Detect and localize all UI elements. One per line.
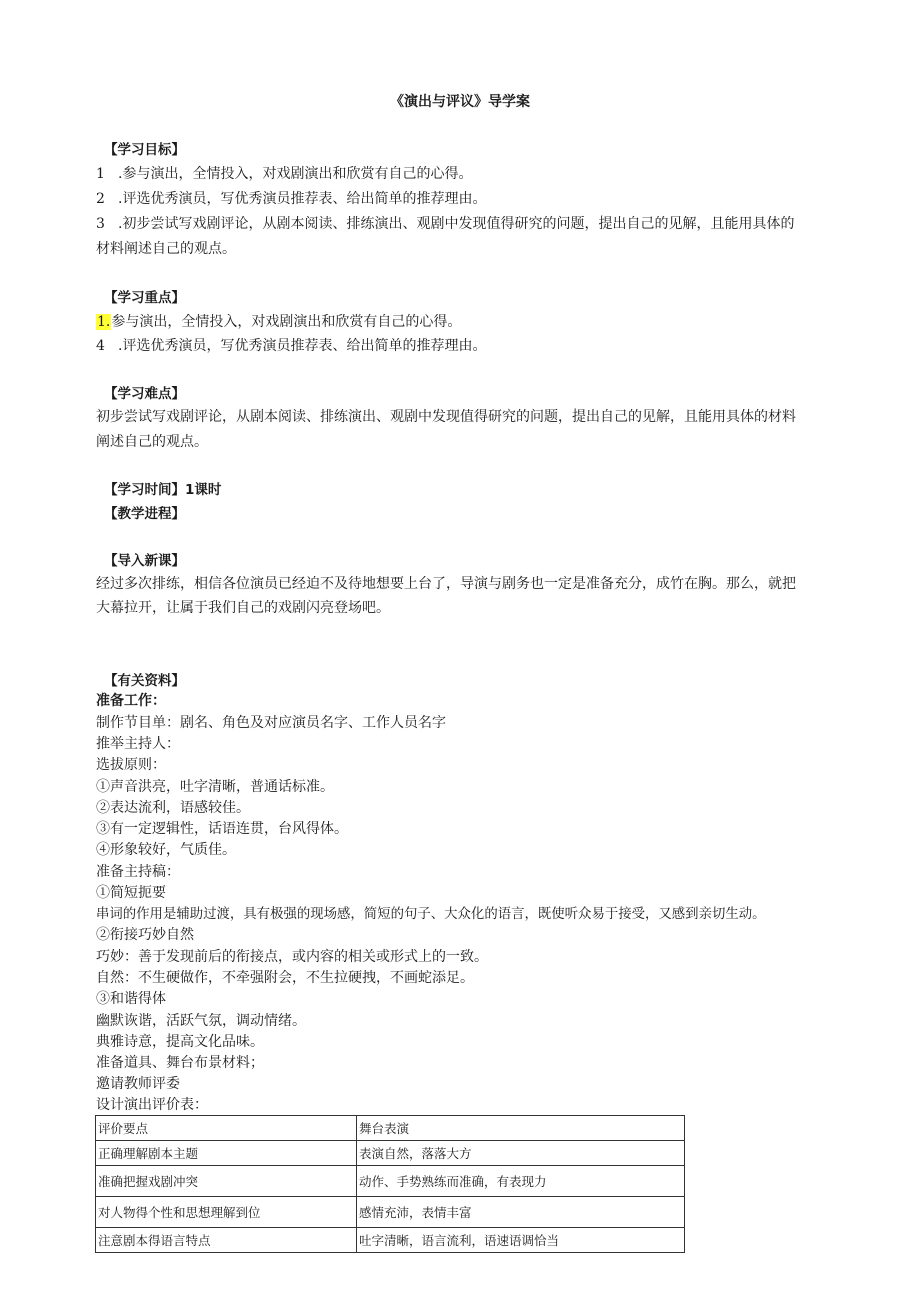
table-row — [96, 1166, 685, 1197]
materials-line: 设计演出评价表： — [96, 1097, 208, 1113]
table-cell: 准确把握戏剧冲突 — [96, 1166, 357, 1197]
table-row — [96, 1197, 685, 1228]
highlighted-number: 1. — [97, 314, 111, 330]
objective-item-3 — [96, 213, 794, 233]
materials-line: 准备道具、舞台布景材料； — [96, 1055, 264, 1071]
objectives-heading: 【学习目标】 — [104, 142, 185, 158]
materials-line: ③和谐得体 — [96, 991, 166, 1007]
table-cell: 吐字清晰，语言流利，语速语调恰当 — [357, 1228, 685, 1253]
intro-line-1: 经过多次排练，相信各位演员已经迫不及待地想要上台了，导演与剧务也一定是准备充分，成竹在胸。那么，就把 — [96, 576, 796, 592]
intro-heading: 【导入新课】 — [104, 553, 185, 569]
key-point-item-2 — [96, 335, 486, 355]
materials-line: ④形象较好，气质佳。 — [96, 842, 236, 858]
materials-line: 巧妙：善于发现前后的衔接点，或内容的相关或形式上的一致。 — [96, 949, 488, 965]
materials-line: ②衔接巧妙自然 — [96, 927, 194, 943]
materials-line: ②表达流利，语感较佳。 — [96, 800, 250, 816]
materials-line: 典雅诗意，提高文化品味。 — [96, 1034, 264, 1050]
table-cell: 注意剧本得语言特点 — [96, 1228, 357, 1253]
table-cell: 舞台表演 — [357, 1116, 685, 1141]
difficulty-line-1: 初步尝试写戏剧评论，从剧本阅读、排练演出、观剧中发现值得研究的问题，提出自己的见解，且能用具体的材料 — [96, 409, 796, 425]
objective-item-2 — [96, 188, 486, 208]
materials-line: 选拔原则： — [96, 757, 166, 773]
table-cell: 评价要点 — [96, 1116, 357, 1141]
document-title: 《演出与评议》导学案 — [390, 94, 530, 110]
materials-line: 推举主持人： — [96, 736, 180, 752]
table-cell: 表演自然，落落大方 — [357, 1141, 685, 1166]
table-row — [96, 1228, 685, 1253]
materials-line: 自然：不生硬做作，不牵强附会，不生拉硬拽，不画蛇添足。 — [96, 970, 474, 986]
key-point-number: 4 — [96, 338, 105, 354]
table-cell: 动作、手势熟练而准确，有表现力 — [357, 1166, 685, 1197]
materials-line: 邀请教师评委 — [96, 1076, 180, 1092]
objective-text: .参与演出，全情投入，对戏剧演出和欣赏有自己的心得。 — [118, 166, 473, 182]
objective-number: 1 — [96, 166, 105, 182]
materials-heading: 【有关资料】 — [104, 673, 185, 689]
objective-number: 3 — [96, 216, 105, 232]
materials-line: ①声音洪亮，吐字清晰，普通话标准。 — [96, 779, 334, 795]
key-point-item-1 — [96, 311, 461, 331]
objective-number: 2 — [96, 191, 105, 207]
difficulty-line-2: 阐述自己的观点。 — [96, 434, 208, 450]
evaluation-table — [95, 1115, 685, 1253]
table-row — [96, 1116, 685, 1141]
objective-text: .初步尝试写戏剧评论，从剧本阅读、排练演出、观剧中发现值得研究的问题，提出自己的见解，且能用具体的 — [118, 216, 795, 232]
objective-continuation: 材料阐述自己的观点。 — [96, 241, 236, 257]
study-time: 【学习时间】1课时 — [104, 482, 222, 498]
key-points-heading: 【学习重点】 — [104, 290, 185, 306]
key-point-text: 参与演出，全情投入，对戏剧演出和欣赏有自己的心得。 — [111, 314, 462, 330]
materials-line: ①简短扼要 — [96, 885, 166, 901]
table-cell: 感情充沛，表情丰富 — [357, 1197, 685, 1228]
difficulty-heading: 【学习难点】 — [104, 386, 185, 402]
table-row — [96, 1141, 685, 1166]
materials-line: 制作节目单：剧名、角色及对应演员名字、工作人员名字 — [96, 715, 446, 731]
materials-line: ③有一定逻辑性，话语连贯，台风得体。 — [96, 821, 348, 837]
key-point-text: .评选优秀演员，写优秀演员推荐表、给出简单的推荐理由。 — [118, 338, 487, 354]
table-cell: 正确理解剧本主题 — [96, 1141, 357, 1166]
objective-text: .评选优秀演员，写优秀演员推荐表、给出简单的推荐理由。 — [118, 191, 487, 207]
materials-line: 幽默诙谐，活跃气氛，调动情绪。 — [96, 1013, 306, 1029]
intro-line-2: 大幕拉开，让属于我们自己的戏剧闪亮登场吧。 — [96, 600, 390, 616]
objective-item-1 — [96, 163, 472, 183]
teaching-process-heading: 【教学进程】 — [104, 506, 185, 522]
materials-line: 准备主持稿： — [96, 864, 180, 880]
materials-line: 串词的作用是辅助过渡，具有极强的现场感，简短的句子、大众化的语言，既使听众易于接受，又感到亲切生动。 — [96, 907, 766, 922]
table-cell: 对人物得个性和思想理解到位 — [96, 1197, 357, 1228]
prep-work-label: 准备工作： — [96, 693, 166, 709]
